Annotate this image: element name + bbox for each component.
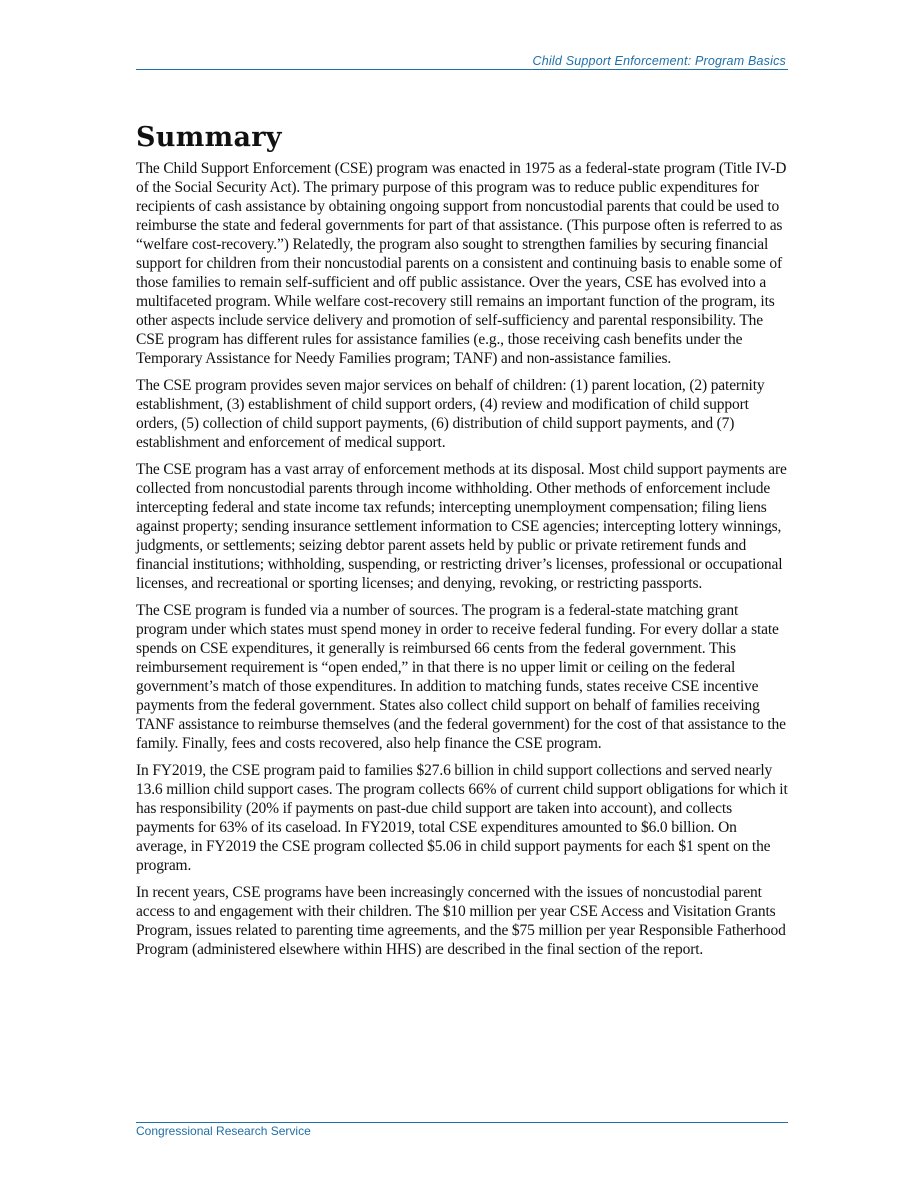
paragraph-funding: The CSE program is funded via a number of sources. The program is a federal-state matching grant program under which states must spend money in order to receive federal funding. For every dollar a state spends on CSE expenditures, it generally is reimbursed 66 cents from the federal government. This reimbursement requirement is “open ended,” in that there is no upper limit or ceiling on the federal government’s match of those expenditures. In addition to matching funds, states receive CSE incentive payments from the federal government. States also collect child support on behalf of families receiving TANF assistance to reimburse themselves (and the federal government) for the cost of that assistance to the family. Finally, fees and costs recovered, also help finance the CSE program. (136, 602, 786, 752)
header-divider (136, 69, 788, 70)
paragraph-enforcement: The CSE program has a vast array of enforcement methods at its disposal. Most child support payments are collected from noncustodial parents through income withholding. Other methods of enforcement include intercepting federal and state income tax refunds; intercepting unemployment compensation; filing liens against property; sending insurance settlement information to CSE agencies; intercepting lottery winnings, judgments, or settlements; seizing debtor parent assets held by public or private retirement funds and financial institutions; withholding, suspending, or restricting driver’s licenses, professional or occupational licenses, and recreational or sporting licenses; and denying, revoking, or restricting passports. (136, 461, 787, 592)
running-header: Child Support Enforcement: Program Basics (532, 54, 786, 68)
paragraph-access-visitation: In recent years, CSE programs have been increasingly concerned with the issues of noncustodial parent access to and engagement with their children. The $10 million per year CSE Access and Visitation Grants Program, issues related to parenting time agreements, and the $75 million per year Responsible Fatherhood Program (administered elsewhere within HHS) are described in the final section of the report. (136, 884, 786, 958)
summary-section (136, 122, 788, 967)
footer-organization: Congressional Research Service (136, 1124, 311, 1138)
paragraph-purpose: The Child Support Enforcement (CSE) program was enacted in 1975 as a federal-state program (Title IV-D of the Social Security Act). The primary purpose of this program was to reduce public expenditures for recipients of cash assistance by obtaining ongoing support from noncustodial parents that could be used to reimburse the state and federal governments for part of that assistance. (This purpose often is referred to as “welfare cost-recovery.”) Relatedly, the program also sought to strengthen families by securing financial support for children from their noncustodial parents on a consistent and continuing basis to enable some of those families to remain self-sufficient and off public assistance. Over the years, CSE has evolved into a multifaceted program. While welfare cost-recovery still remains an important function of the program, its other aspects include service delivery and promotion of self-sufficiency and parental responsibility. The CSE program has different rules for assistance families (e.g., those receiving cash benefits under the Temporary Assistance for Needy Families program; TANF) and non-assistance families. (136, 160, 787, 367)
footer-divider (136, 1122, 788, 1123)
paragraph-services: The CSE program provides seven major services on behalf of children: (1) parent location, (2) paternity establishment, (3) establishment of child support orders, (4) review and modification of child support orders, (5) collection of child support payments, (6) distribution of child support payments, and (7) establishment and enforcement of medical support. (136, 377, 765, 451)
section-title: Summary (136, 122, 282, 153)
paragraph-fy2019: In FY2019, the CSE program paid to families $27.6 billion in child support collections and served nearly 13.6 million child support cases. The program collects 66% of current child support obligations for which it has responsibility (20% if payments on past-due child support are taken into account), and collects payments for 63% of its caseload. In FY2019, total CSE expenditures amounted to $6.0 billion. On average, in FY2019 the CSE program collected $5.06 in child support payments for each $1 spent on the program. (136, 762, 788, 874)
